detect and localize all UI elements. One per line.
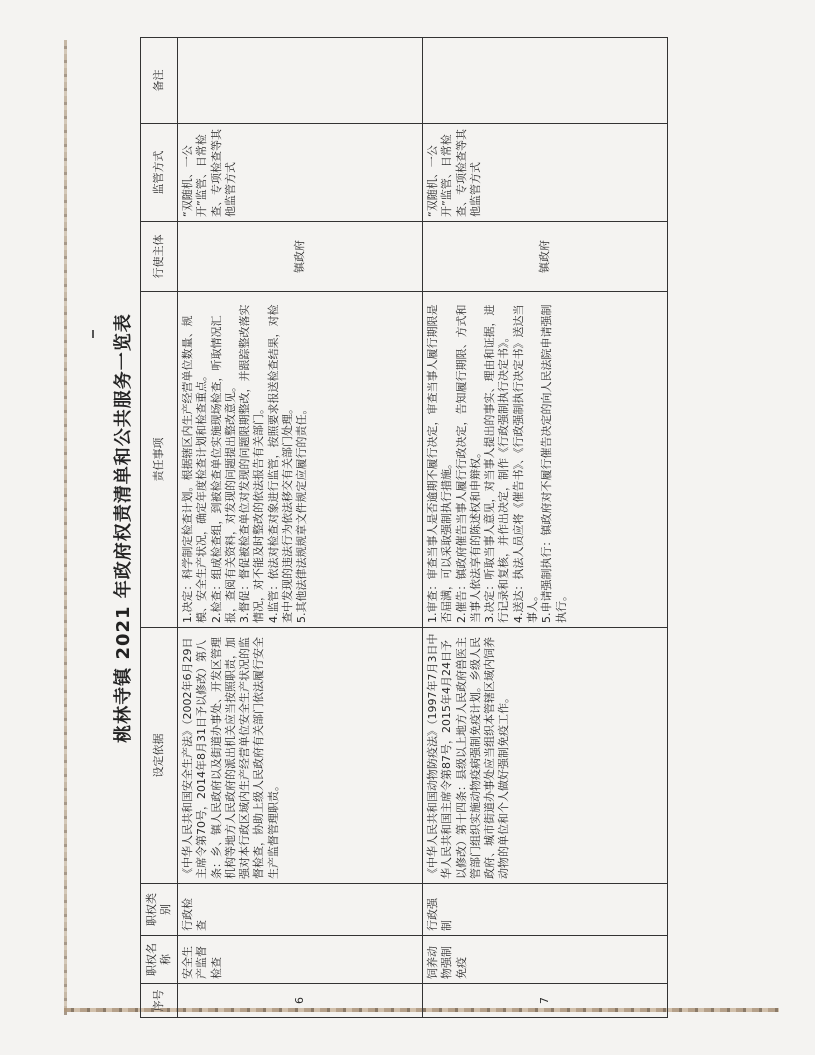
duty-item: 5.申请强制执行：镇政府对不履行催告决定的向人民法院申请强制执行。 (539, 304, 568, 623)
header-index: 序号 (140, 983, 177, 1017)
duty-list-table (140, 37, 668, 1018)
row-remarks (422, 37, 667, 123)
header-power-category: 职权类别 (140, 883, 177, 935)
row-index: 7 (422, 983, 667, 1017)
duty-item: 3.决定：听取当事人意见，对当事人提出的事实、理由和证据，进行记录和复核，并作出决定，制作《行政强制执行决定书》。 (482, 304, 510, 623)
duty-item: 4.监管：依法对检查对象进行监管，按照要求报送检查结果，对检查中发现的违法行为依法移交有关部门处理。 (266, 304, 294, 623)
duty-item: 2.检查：组成检查组，到被检查单位实施现场检查，听取情况汇报，查阅有关资料，对发现的问题提出整改意见。 (209, 315, 237, 623)
header-legal-basis: 设定依据 (140, 627, 177, 883)
row-power-name: 安全生产监督检查 (177, 935, 422, 983)
row-duties (422, 291, 667, 627)
document-title: 桃林寺镇 2021 年政府权责清单和公共服务一览表 (112, 312, 134, 743)
row-subject: 镇政府 (177, 221, 422, 291)
row-power-name: 饲养动物强制免疫 (422, 935, 667, 983)
row-supervision: “双随机、一公开”监管、日常检查、专项检查等其他监管方式 (177, 123, 422, 221)
table-row (422, 37, 667, 1017)
header-remarks: 备注 (140, 37, 177, 123)
row-subject: 镇政府 (422, 221, 667, 291)
scan-mark (92, 330, 94, 338)
row-power-category: 行政强制 (422, 883, 667, 935)
duty-item: 3.督促：督促被检查单位对发现的问题限期整改，并跟踪整改落实情况，对不能及时整改的依法报告有关部门。 (237, 304, 265, 623)
row-index: 6 (177, 983, 422, 1017)
duty-item: 2.催告：镇政府催告当事人履行行政决定，告知履行期限、方式和当事人依法享有的陈述权和申辩权。 (454, 304, 482, 623)
table-row (177, 37, 422, 1017)
row-duties (177, 291, 422, 627)
row-legal-basis: 《中华人民共和国安全生产法》（2002年6月29日主席令第70号，2014年8月31日予以修改）第八条：乡、镇人民政府以及街道办事处、开发区管理机构等地方人民政府的派出机关应当按照职责，加强对本行政区域内生产经营单位安全生产状况的监督检查，协助上级人民政府有关部门依法履行安全生产监督管理职责。 (177, 627, 422, 883)
duty-item: 1.决定：科学制定检查计划。根据辖区内生产经营单位数量、规模、安全生产状况，确定年度检查计划和检查重点。 (180, 315, 208, 623)
header-subject: 行使主体 (140, 221, 177, 291)
row-remarks (177, 37, 422, 123)
row-legal-basis: 《中华人民共和国动物防疫法》（1997年7月3日中华人民共和国主席令第87号，2015年4月24日予以修改）第十四条：县级以上地方人民政府兽医主管部门组织实施动物疫病强制免疫计划。乡级人民政府、城市街道办事处应当组织本管辖区域内饲养动物的单位和个人做好强制免疫工作。 (422, 627, 667, 883)
duty-item: 5.其他法律法规规章文件规定应履行的责任。 (294, 403, 308, 623)
rotated-document (108, 38, 708, 1018)
header-duties: 责任事项 (140, 291, 177, 627)
header-power-name: 职权名称 (140, 935, 177, 983)
row-power-category: 行政检查 (177, 883, 422, 935)
duty-item: 1.审查：审查当事人是否逾期不履行决定，审查当事人履行期限是否届满，可以采取强制执行措施。 (425, 304, 453, 623)
row-supervision: “双随机、一公开”监管、日常检查、专项检查等其他监管方式 (422, 123, 667, 221)
duty-item: 4.送达：执法人员应将《催告书》、《行政强制执行决定书》送达当事人。 (511, 304, 539, 623)
header-supervision: 监管方式 (140, 123, 177, 221)
scan-edge-left (64, 40, 67, 1015)
table-header-row (140, 37, 177, 1017)
